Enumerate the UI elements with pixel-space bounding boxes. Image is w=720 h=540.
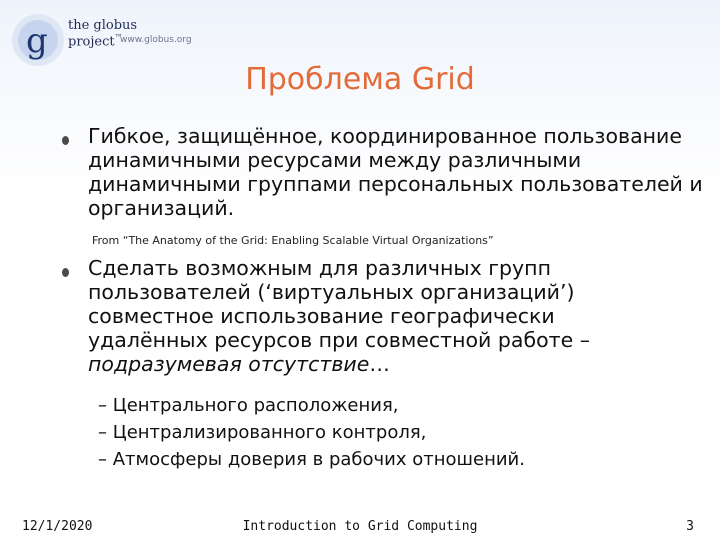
bullet-dot-icon: [62, 136, 69, 145]
sub-item-central-location: – Центрального расположения,: [98, 395, 399, 416]
footer-title: Introduction to Grid Computing: [242, 519, 478, 534]
bullet-2-emphasis: подразумевая отсутствие: [88, 352, 370, 376]
sub-item-trust: – Атмосферы доверия в рабочих отношений.: [98, 449, 525, 470]
slide-title: Проблема Grid: [245, 62, 475, 97]
page-number: 3: [686, 519, 694, 534]
bullet-1-text: Гибкое, защищённое, координированное пользование динамичными ресурсами между различными динамичными группами персональных пользователей и организаций.: [88, 124, 703, 220]
citation: From “The Anatomy of the Grid: Enabling Scalable Virtual Organizations”: [92, 234, 494, 247]
logo-url: www.globus.org: [120, 35, 192, 45]
sub-item-central-control: – Централизированного контроля,: [98, 422, 427, 443]
bullet-dot-icon: [62, 268, 69, 277]
logo-trademark: ™: [114, 33, 123, 42]
globus-g-icon: [10, 12, 70, 68]
bullet-2-main: Сделать возможным для различных групп пользователей (‘виртуальных организаций’) совместное использование географически удалённых ресурсов при совместной работе –: [88, 256, 590, 352]
sub-list: [98, 392, 525, 473]
svg-text:g: g: [26, 21, 48, 61]
bullet-2-text: [88, 256, 648, 376]
bullet-2-ellipsis: …: [369, 352, 390, 376]
footer-date: 12/1/2020: [22, 519, 93, 534]
logo-name: the globus project: [68, 18, 138, 50]
